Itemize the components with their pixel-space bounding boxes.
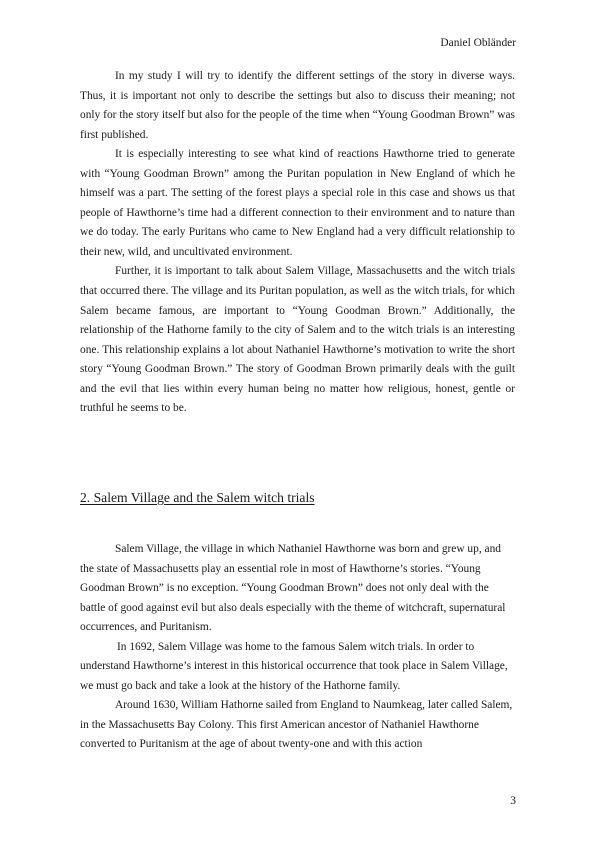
page-header-author: Daniel Obländer [440, 37, 516, 49]
intro-text [80, 67, 515, 419]
section-text [80, 540, 515, 755]
paragraph: Around 1630, William Hathorne sailed from England to Naumkeag, later called Salem, in the Massachusetts Bay Colony. This first American ancestor of Nathaniel Hawthorne converted to Puritanism at the age of about twenty-one and with this action [80, 699, 513, 751]
paragraph: Salem Village, the village in which Nathaniel Hawthorne was born and grew up, and the state of Massachusetts play an essential role in most of Hawthorne’s stories. “Young Goodman Brown” is no exception. “Young Goodman Brown” does not only deal with the battle of good against evil but also deals especially with the theme of witchcraft, supernatural occurrences, and Puritanism. [80, 543, 506, 634]
paragraph: In my study I will try to identify the different settings of the story in diverse ways. Thus, it is important not only to describe the settings but also to discuss their meaning; not only for the story itself but also for the people of the time when “Young Goodman Brown” was first published. [80, 70, 515, 141]
paragraph: In 1692, Salem Village was home to the famous Salem witch trials. In order to understand Hawthorne’s interest in this historical occurrence that took place in Salem Village, we must go back and take a look at the history of the Hathorne family. [80, 640, 508, 692]
section-heading: 2. Salem Village and the Salem witch trials [80, 490, 315, 505]
paragraph: Further, it is important to talk about Salem Village, Massachusetts and the witch trials that occurred there. The village and its Puritan population, as well as the witch trials, for which Salem became famous, are important to “Young Goodman Brown.” Additionally, the relationship of the Hathorne family to the city of Salem and to the witch trials is an interesting one. This relationship explains a lot about Nathaniel Hawthorne’s motivation to write the short story “Young Goodman Brown.” The story of Goodman Brown primarily deals with the guilt and the evil that lies within every human being no matter how religious, honest, gentle or truthful he seems to be. [80, 265, 515, 415]
page-number: 3 [510, 795, 516, 807]
paragraph: It is especially interesting to see what kind of reactions Hawthorne tried to generate with “Young Goodman Brown” among the Puritan population in New England of which he himself was a part. The setting of the forest plays a special role in this case and shows us that people of Hawthorne’s time had a different connection to their environment and to nature than we do today. The early Puritans who came to New England had a very difficult relationship to their new, wild, and uncultivated environment. [80, 148, 515, 258]
